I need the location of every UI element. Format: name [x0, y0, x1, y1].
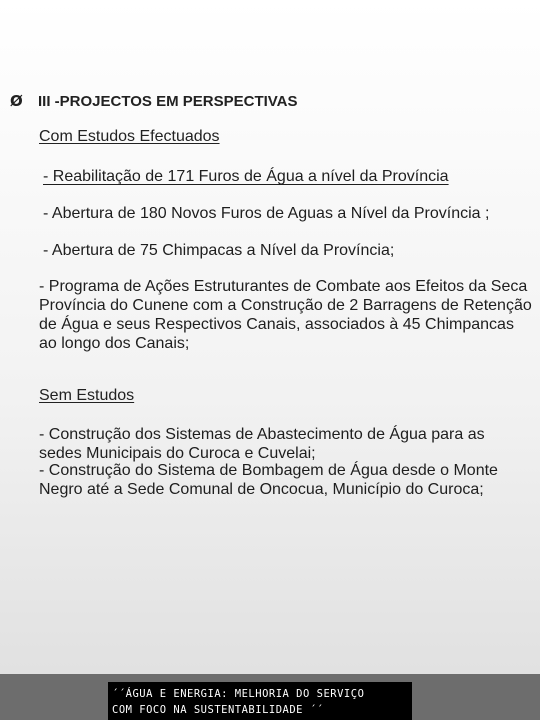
list-item: - Abertura de 180 Novos Furos de Aguas a Nível da Província ;	[43, 205, 490, 222]
com-estudos-title: Com Estudos Efectuados	[39, 128, 220, 145]
list-item: - Construção dos Sistemas de Abastecimento de Água para as sedes Municipais do Curoca e Cuvelai;	[39, 426, 485, 462]
list-item: - Programa de Ações Estruturantes de Combate aos Efeitos da Seca Província do Cunene com a Construção de 2 Barragens de Retenção de Água e seus Respectivos Canais, associados à 45 Chimpancas ao longo dos Canais;	[39, 278, 532, 352]
list-item: - Reabilitação de 171 Furos de Água a nível da Província	[43, 168, 449, 185]
footer-line-2: COM FOCO NA SUSTENTABILIDADE ´´	[112, 704, 324, 716]
sem-estudos-title: Sem Estudos	[39, 387, 135, 404]
list-item: - Construção do Sistema de Bombagem de Água desde o Monte Negro até a Sede Comunal de Oncocua, Município do Curoca;	[39, 462, 498, 498]
footer-line-1: ´´ÁGUA E ENERGIA: MELHORIA DO SERVIÇO	[112, 688, 365, 700]
list-item: - Abertura de 75 Chimpacas a Nível da Província;	[43, 242, 395, 259]
arrow-bullet-icon: Ø	[10, 92, 23, 110]
footer-band	[0, 674, 540, 720]
section-heading	[10, 92, 298, 110]
heading-text: III -PROJECTOS EM PERSPECTIVAS	[38, 92, 298, 110]
